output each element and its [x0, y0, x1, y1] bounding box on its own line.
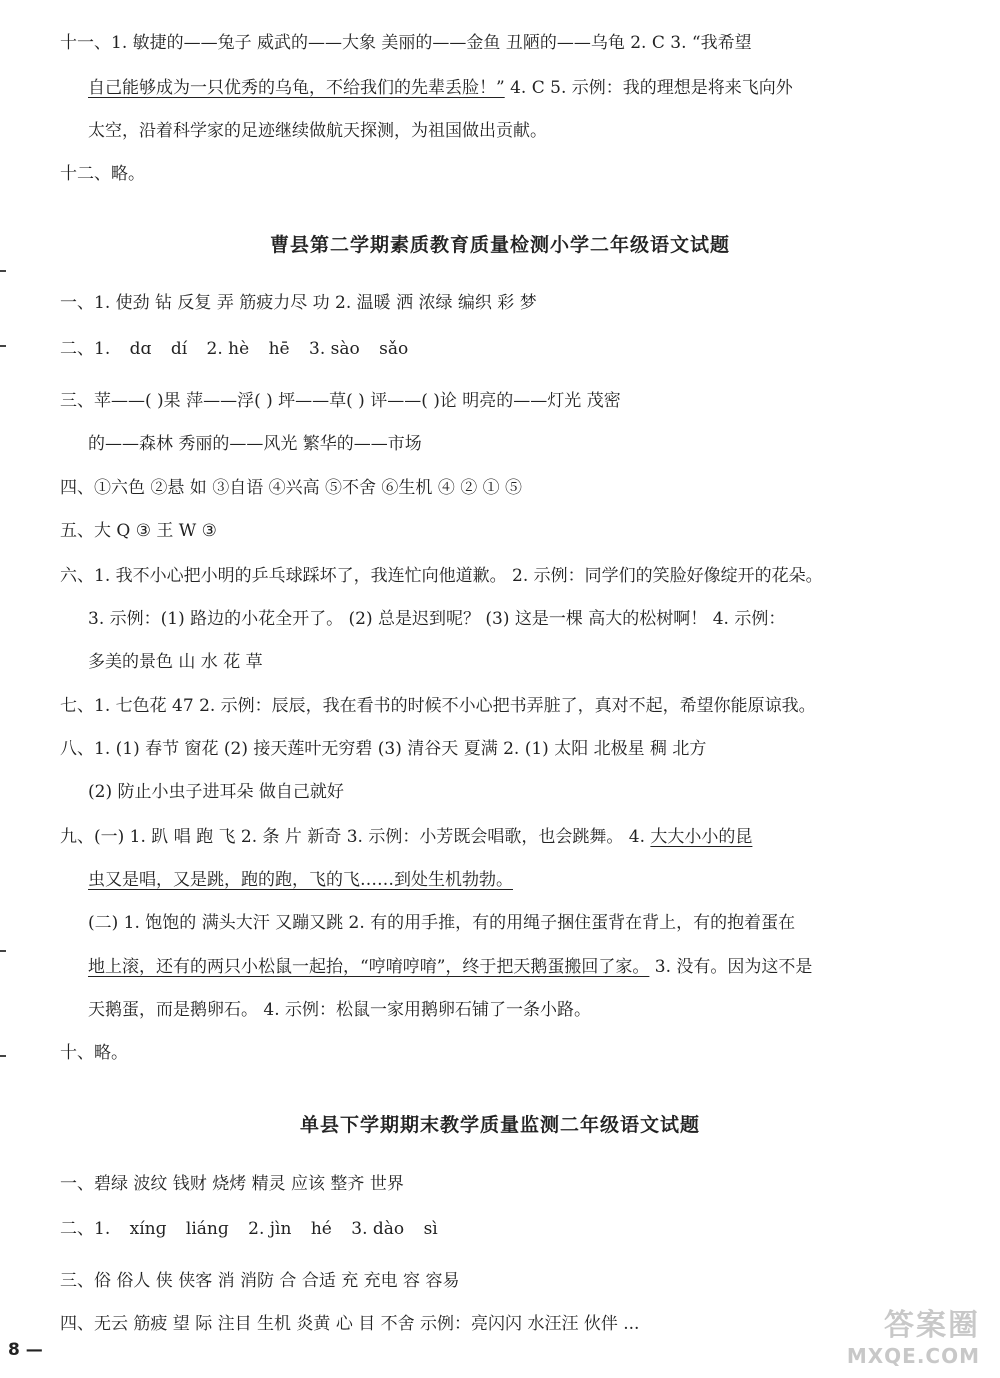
page-dash: — [25, 1340, 43, 1360]
answer-line: 3. 示例：(1) 路边的小花全开了。 (2) 总是迟到呢？ (3) 这是一棵 高大的松树啊！ 4. 示例： [88, 609, 786, 629]
answer-line: 六、1. 我不小心把小明的乒乓球踩坏了，我连忙向他道歉。 2. 示例：同学们的笑脸好像绽开的花朵。 [60, 566, 823, 586]
pinyin-answer: dí ✓ [171, 338, 187, 360]
answer-line: 一、碧绿 波纹 钱财 烧烤 精灵 应该 整齐 世界 [60, 1174, 404, 1194]
underlined-answer: 地上滚，还有的两只小松鼠一起抬，“哼唷哼唷”，终于把天鹅蛋搬回了家。 [88, 957, 650, 977]
watermark [780, 1300, 980, 1370]
answer-line: 十二、略。 [60, 164, 145, 184]
answer-text: 二、1. [60, 1219, 111, 1239]
section-title: 单县下学期期末教学质量监测二年级语文试题 [299, 1114, 700, 1136]
answer-line: 太空，沿着科学家的足迹继续做航天探测，为祖国做出贡献。 [88, 121, 547, 141]
margin-mark [0, 1055, 6, 1057]
underlined-answer: 自己能够成为一只优秀的乌龟，不给我们的先辈丢脸！” [88, 78, 505, 98]
answer-line: 天鹅蛋，而是鹅卵石。 4. 示例：松鼠一家用鹅卵石铺了一条小路。 [88, 1000, 592, 1020]
margin-mark [0, 950, 6, 952]
answer-line: 十、略。 [60, 1043, 128, 1063]
page-number [8, 1340, 43, 1360]
pinyin-answer: 2. hè ✓ [207, 338, 250, 360]
answer-line [88, 77, 910, 99]
answer-line: 三、苹——( )果 萍——浮( ) 坪——草( ) 评——( )论 明亮的——灯光 茂密 [60, 391, 621, 411]
pinyin-answer: dɑ ✓ [130, 338, 152, 360]
pinyin-answer: 3. sào ✓ [309, 338, 360, 360]
answer-line: 八、1. (1) 春节 窗花 (2) 接天莲叶无穷碧 (3) 清谷天 夏满 2. (1) 太阳 北极星 稠 北方 [60, 739, 707, 759]
pinyin-answer: 2. jìn ✓ [248, 1218, 291, 1240]
answer-line: 一、1. 使劲 钻 反复 弄 筋疲力尽 功 2. 温暖 洒 浓绿 编织 彩 梦 [60, 293, 537, 313]
answer-text: 3. 没有。因为这不是 [649, 957, 813, 977]
page-number-value: 8 [8, 1340, 20, 1360]
margin-mark [0, 270, 6, 272]
underlined-answer: 虫又是唱，又是跳，跑的跑，飞的飞……到处生机勃勃。 [88, 870, 513, 890]
answer-line: 四、①六色 ②悬 如 ③自语 ④兴高 ⑤不舍 ⑥生机 ④ ② ① ⑤ [60, 478, 523, 498]
answer-line: 五、大 Q ③ 王 W ③ [60, 521, 217, 541]
answer-text: 二、1. [60, 339, 111, 359]
pinyin-line [60, 1218, 910, 1240]
margin-mark [0, 345, 6, 347]
answer-line [88, 956, 910, 978]
answer-text: 4. C 5. 示例：我的理想是将来飞向外 [504, 78, 793, 98]
answer-line: (2) 防止小虫子进耳朵 做自己就好 [88, 782, 344, 802]
answer-line: 三、俗 俗人 侠 侠客 消 消防 合 合适 充 充电 容 容易 [60, 1271, 460, 1291]
watermark-logo: 答案圈 [884, 1308, 980, 1343]
answer-line: 七、1. 七色花 47 2. 示例：辰辰，我在看书的时候不小心把书弄脏了，真对不起，希望你能原谅我。 [60, 696, 816, 716]
pinyin-answer: liánɡ ✓ [186, 1218, 229, 1240]
section-title: 曹县第二学期素质教育质量检测小学二年级语文试题 [269, 234, 730, 256]
watermark-url: MXQE.COM [846, 1344, 980, 1368]
pinyin-answer: xínɡ ✓ [130, 1218, 167, 1240]
underlined-answer: 大大小小的昆 [650, 827, 753, 847]
pinyin-answer: sǎo ✓ [379, 338, 408, 360]
answer-line: 多美的景色 山 水 花 草 [88, 652, 263, 672]
answer-line: (二) 1. 饱饱的 满头大汗 又蹦又跳 2. 有的用手推，有的用绳子捆住蛋背在背上，有的抱着蛋在 [88, 913, 796, 933]
answer-text: 九、(一) 1. 趴 唱 跑 飞 2. 条 片 新奇 3. 示例：小芳既会唱歌，也会跳舞。 4. [60, 827, 651, 847]
answer-line: 的——森林 秀丽的——风光 繁华的——市场 [88, 434, 422, 454]
pinyin-line [60, 338, 910, 360]
answer-line [88, 869, 910, 891]
answer-line [60, 826, 910, 848]
pinyin-answer: hé ✓ [311, 1218, 332, 1240]
pinyin-answer: 3. dào ✓ [351, 1218, 404, 1240]
pinyin-answer: sì ✓ [424, 1218, 438, 1240]
answer-line: 四、无云 筋疲 望 际 注目 生机 炎黄 心 目 不舍 示例：亮闪闪 水汪汪 伙伴 ... [60, 1314, 640, 1334]
answer-line: 十一、1. 敏捷的——兔子 威武的——大象 美丽的——金鱼 丑陋的——乌龟 2. C 3. “我希望 [60, 33, 752, 53]
pinyin-answer: hē ✓ [269, 338, 290, 360]
